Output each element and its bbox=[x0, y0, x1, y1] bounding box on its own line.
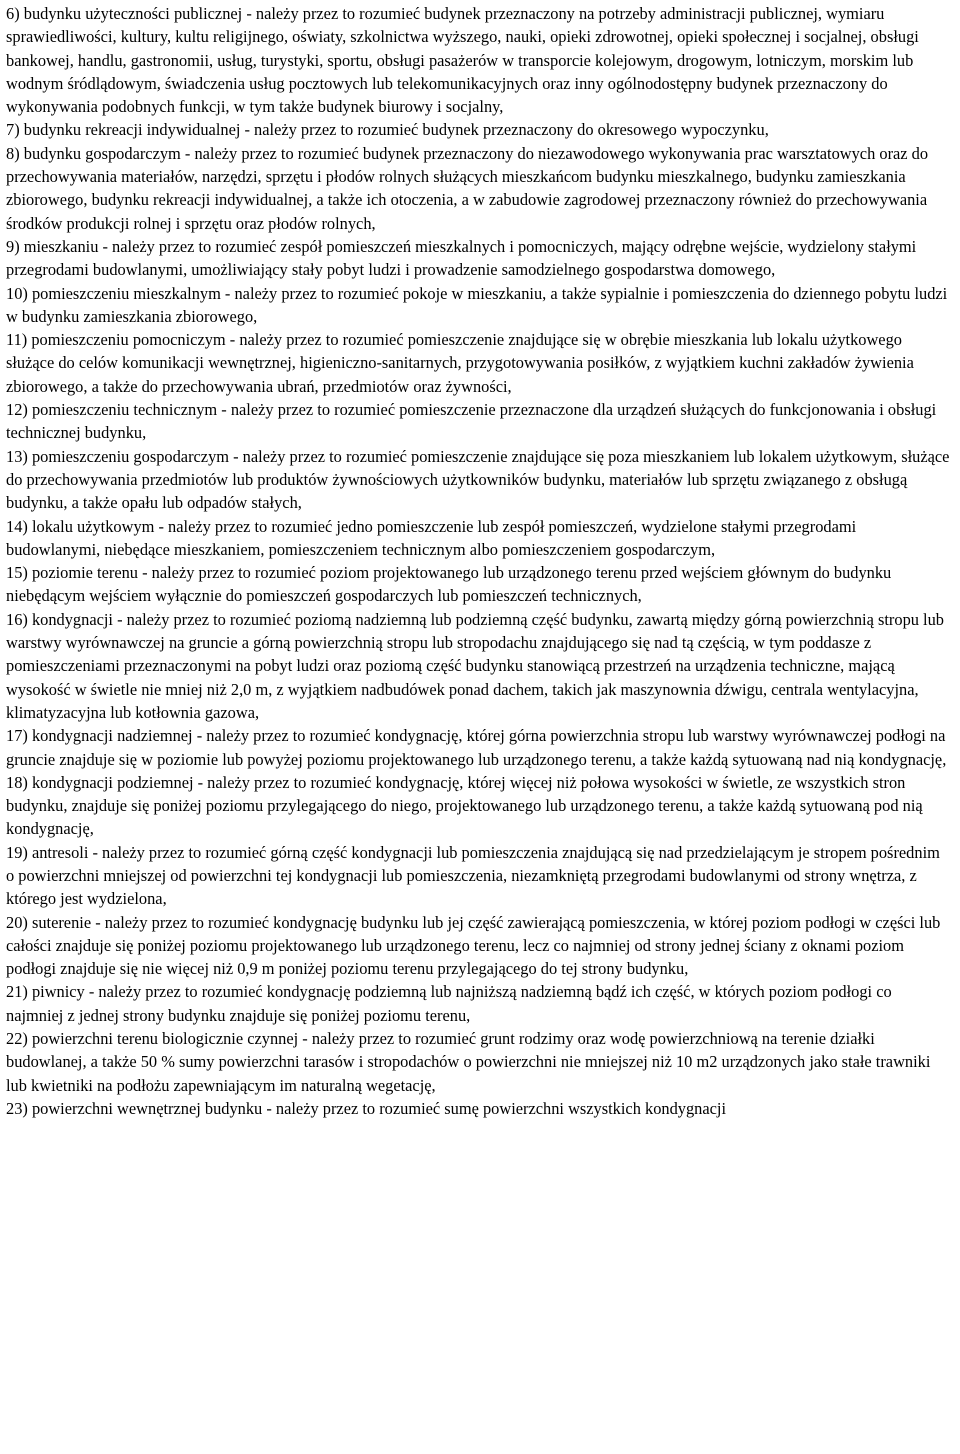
definition-7: 7) budynku rekreacji indywidualnej - należy przez to rozumieć budynek przeznaczony do okresowego wypoczynku, bbox=[6, 120, 769, 140]
definition-21: 21) piwnicy - należy przez to rozumieć kondygnację podziemną lub najniższą nadziemną bądź ich część, w których poziom podłogi co najmniej z jednej strony budynku znajduje się poniżej poziomu terenu, bbox=[6, 982, 892, 1025]
definition-15: 15) poziomie terenu - należy przez to rozumieć poziom projektowanego lub urządzonego terenu przed wejściem głównym do budynku niebędącym wejściem wyłącznie do pomieszczeń gospodarczych lub pomieszczeń technicznych, bbox=[6, 563, 892, 606]
definition-8: 8) budynku gospodarczym - należy przez to rozumieć budynek przeznaczony do niezawodowego wykonywania prac warsztatowych oraz do przechowywania materiałów, narzędzi, sprzętu i płodów rolnych służących mieszkańcom budynku mieszkalnego, budynku zamieszkania zbiorowego, budynku rekreacji indywidualnej, a także ich otoczenia, a w zabudowie zagrodowej przeznaczony również do przechowywania środków produkcji rolnej i sprzętu oraz płodów rolnych, bbox=[6, 143, 929, 233]
definition-17: 17) kondygnacji nadziemnej - należy przez to rozumieć kondygnację, której górna powierzchnia stropu lub warstwy wyrównawczej podłogi na gruncie znajduje się w poziomie lub powyżej poziomu projektowanego lub urządzonego terenu, a także każdą sytuowaną nad nią kondygnację, bbox=[6, 726, 947, 769]
definition-18: 18) kondygnacji podziemnej - należy przez to rozumieć kondygnację, której więcej niż połowa wysokości w świetle, ze wszystkich stron budynku, znajduje się poniżej poziomu przylegającego do niego, projektowanego lub urządzonego terenu, a także każdą sytuowaną pod nią kondygnację, bbox=[6, 772, 923, 839]
definition-14: 14) lokalu użytkowym - należy przez to rozumieć jedno pomieszczenie lub zespół pomieszczeń, wydzielone stałymi przegrodami budowlanymi, niebędące mieszkaniem, pomieszczeniem technicznym albo pomieszczeniem gospodarczym, bbox=[6, 516, 857, 559]
definition-13: 13) pomieszczeniu gospodarczym - należy przez to rozumieć pomieszczenie znajdujące się poza mieszkaniem lub lokalem użytkowym, służące do przechowywania przedmiotów lub produktów żywnościowych użytkowników budynku, materiałów lub sprzętu związanego z obsługą budynku, a także opału lub odpadów stałych, bbox=[6, 446, 950, 513]
definition-10: 10) pomieszczeniu mieszkalnym - należy przez to rozumieć pokoje w mieszkaniu, a także sypialnie i pomieszczenia do dziennego pobytu ludzi w budynku zamieszkania zbiorowego, bbox=[6, 283, 948, 326]
definition-6: 6) budynku użyteczności publicznej - należy przez to rozumieć budynek przeznaczony na potrzeby administracji publicznej, wymiaru sprawiedliwości, kultury, kultu religijnego, oświaty, szkolnictwa wyższego, nauki, opieki zdrowotnej, opieki społecznej i socjalnej, obsługi bankowej, handlu, gastronomii, usług, turystyki, sportu, obsługi pasażerów w transporcie kolejowym, drogowym, lotniczym, morskim lub wodnym śródlądowym, świadczenia usług pocztowych lub telekomunikacyjnych oraz inny ogólnodostępny budynek przeznaczony do wykonywania podobnych funkcji, w tym także budynek biurowy i socjalny, bbox=[6, 4, 919, 117]
definition-22: 22) powierzchni terenu biologicznie czynnej - należy przez to rozumieć grunt rodzimy oraz wodę powierzchniową na terenie działki budowlanej, a także 50 % sumy powierzchni tarasów i stropodachów o powierzchni nie mniejszej niż 10 m2 urządzonych jako stałe trawniki lub kwietniki na podłożu zapewniającym im naturalną wegetację, bbox=[6, 1029, 931, 1095]
definition-11: 11) pomieszczeniu pomocniczym - należy przez to rozumieć pomieszczenie znajdujące się w obrębie mieszkania lub lokalu użytkowego służące do celów komunikacji wewnętrznej, higieniczno-sanitarnych, przygotowywania posiłków, z wyjątkiem kuchni zakładów żywienia zbiorowego, a także do przechowywania ubrań, przedmiotów oraz żywności, bbox=[6, 330, 914, 396]
definition-12: 12) pomieszczeniu technicznym - należy przez to rozumieć pomieszczenie przeznaczone dla urządzeń służących do funkcjonowania i obsługi technicznej budynku, bbox=[6, 400, 937, 443]
definition-16: 16) kondygnacji - należy przez to rozumieć poziomą nadziemną lub podziemną część budynku, zawartą między górną powierzchnią stropu lub warstwy wyrównawczej na gruncie a górną powierzchnią stropu lub stropodachu znajdującego się nad tą częścią, w tym poddasze z pomieszczeniami przeznaczonymi na pobyt ludzi oraz poziomą część budynku stanowiącą przestrzeń na urządzenia techniczne, mającą wysokość w świetle nie mniej niż 2,0 m, z wyjątkiem nadbudówek ponad dachem, takich jak maszynownia dźwigu, centrala wentylacyjna, klimatyzacyjna lub kotłownia gazowa, bbox=[6, 609, 945, 722]
definition-23: 23) powierzchni wewnętrznej budynku - należy przez to rozumieć sumę powierzchni wszystkich kondygnacji bbox=[6, 1098, 727, 1118]
definition-9: 9) mieszkaniu - należy przez to rozumieć zespół pomieszczeń mieszkalnych i pomocniczych, mający odrębne wejście, wydzielony stałymi przegrodami budowlanymi, umożliwiający stały pobyt ludzi i prowadzenie samodzielnego gospodarstwa domowego, bbox=[6, 236, 917, 280]
definition-19: 19) antresoli - należy przez to rozumieć górną część kondygnacji lub pomieszczenia znajdującą się nad przedzielającym je stropem pośrednim o powierzchni mniejszej od powierzchni tej kondygnacji lub pomieszczenia, niezamkniętą przegrodami budowlanymi od strony wnętrza, z którego jest wydzielona, bbox=[6, 842, 940, 909]
definition-20: 20) suterenie - należy przez to rozumieć kondygnację budynku lub jej część zawierającą pomieszczenia, w której poziom podłogi w części lub całości znajduje się poniżej poziomu projektowanego lub urządzonego terenu, lecz co najmniej od strony jednej ściany z oknami poziom podłogi znajduje się nie więcej niż 0,9 m poniżej poziomu terenu przylegającego do tej strony budynku, bbox=[6, 912, 941, 979]
